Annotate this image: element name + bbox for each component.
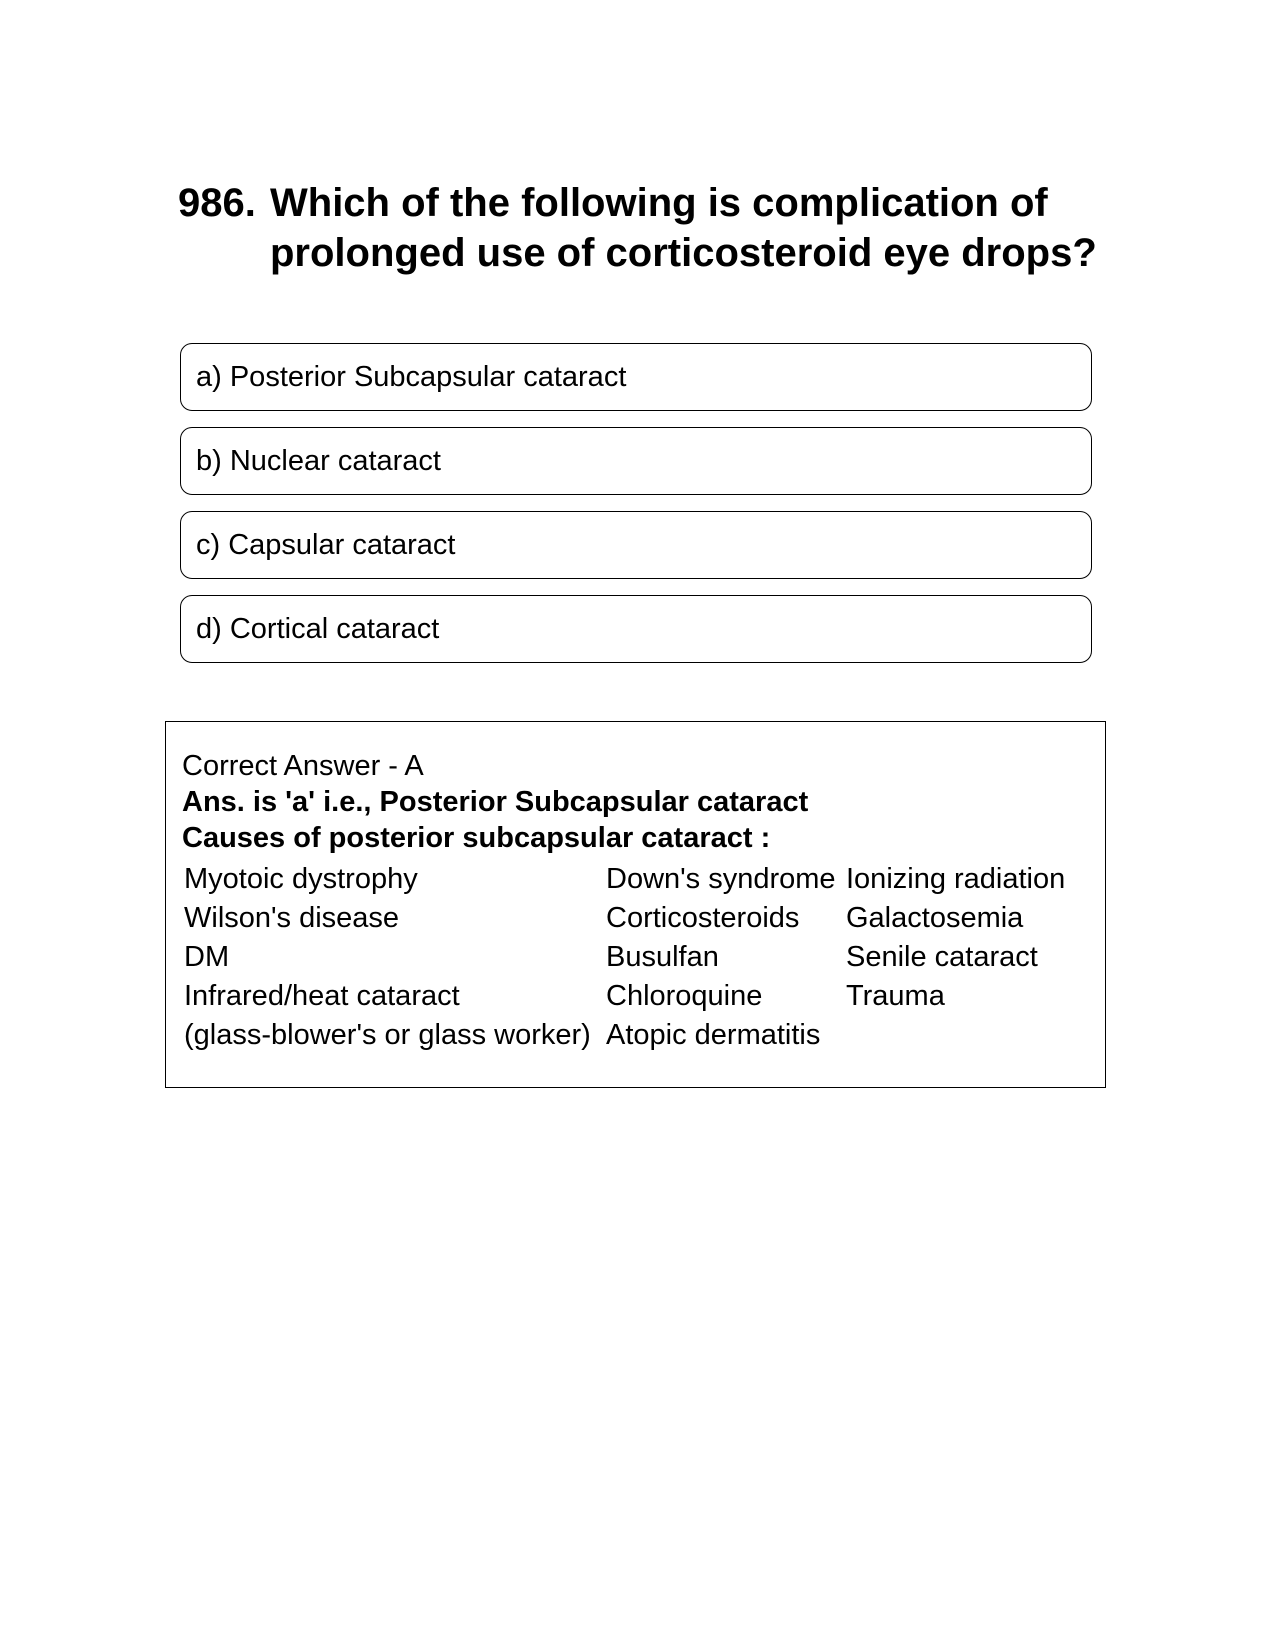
option-d[interactable]: d) Cortical cataract xyxy=(180,595,1092,663)
cause-item: Ionizing radiation xyxy=(846,863,1066,895)
answer-explanation: Ans. is 'a' i.e., Posterior Subcapsular cataract xyxy=(182,786,809,818)
options-list xyxy=(180,343,1092,679)
cause-item: Senile cataract xyxy=(846,941,1038,973)
answer-box xyxy=(165,721,1106,1088)
option-a[interactable]: a) Posterior Subcapsular cataract xyxy=(180,343,1092,411)
cause-item: (glass-blower's or glass worker) xyxy=(184,1019,591,1051)
question-number: 986. xyxy=(178,181,256,225)
cause-item: Chloroquine xyxy=(606,980,763,1012)
question-text: Which of the following is complication of prolonged use of corticosteroid eye drops? xyxy=(270,181,1097,275)
cause-item: Busulfan xyxy=(606,941,719,973)
option-c[interactable]: c) Capsular cataract xyxy=(180,511,1092,579)
cause-item: DM xyxy=(184,941,230,973)
cause-item: Atopic dermatitis xyxy=(606,1019,821,1051)
cause-item: Infrared/heat cataract xyxy=(184,980,460,1012)
correct-answer: Correct Answer - A xyxy=(182,750,424,782)
question xyxy=(178,178,1098,278)
cause-item: Galactosemia xyxy=(846,902,1024,934)
option-b[interactable]: b) Nuclear cataract xyxy=(180,427,1092,495)
cause-item: Wilson's disease xyxy=(184,902,400,934)
cause-item xyxy=(846,1016,1076,1055)
cause-item: Corticosteroids xyxy=(606,902,800,934)
cause-item: Myotoic dystrophy xyxy=(184,863,418,895)
causes-heading: Causes of posterior subcapsular cataract : xyxy=(182,822,771,854)
causes-table xyxy=(184,860,1076,1055)
cause-item: Down's syndrome xyxy=(606,863,836,895)
cause-item: Trauma xyxy=(846,980,945,1012)
